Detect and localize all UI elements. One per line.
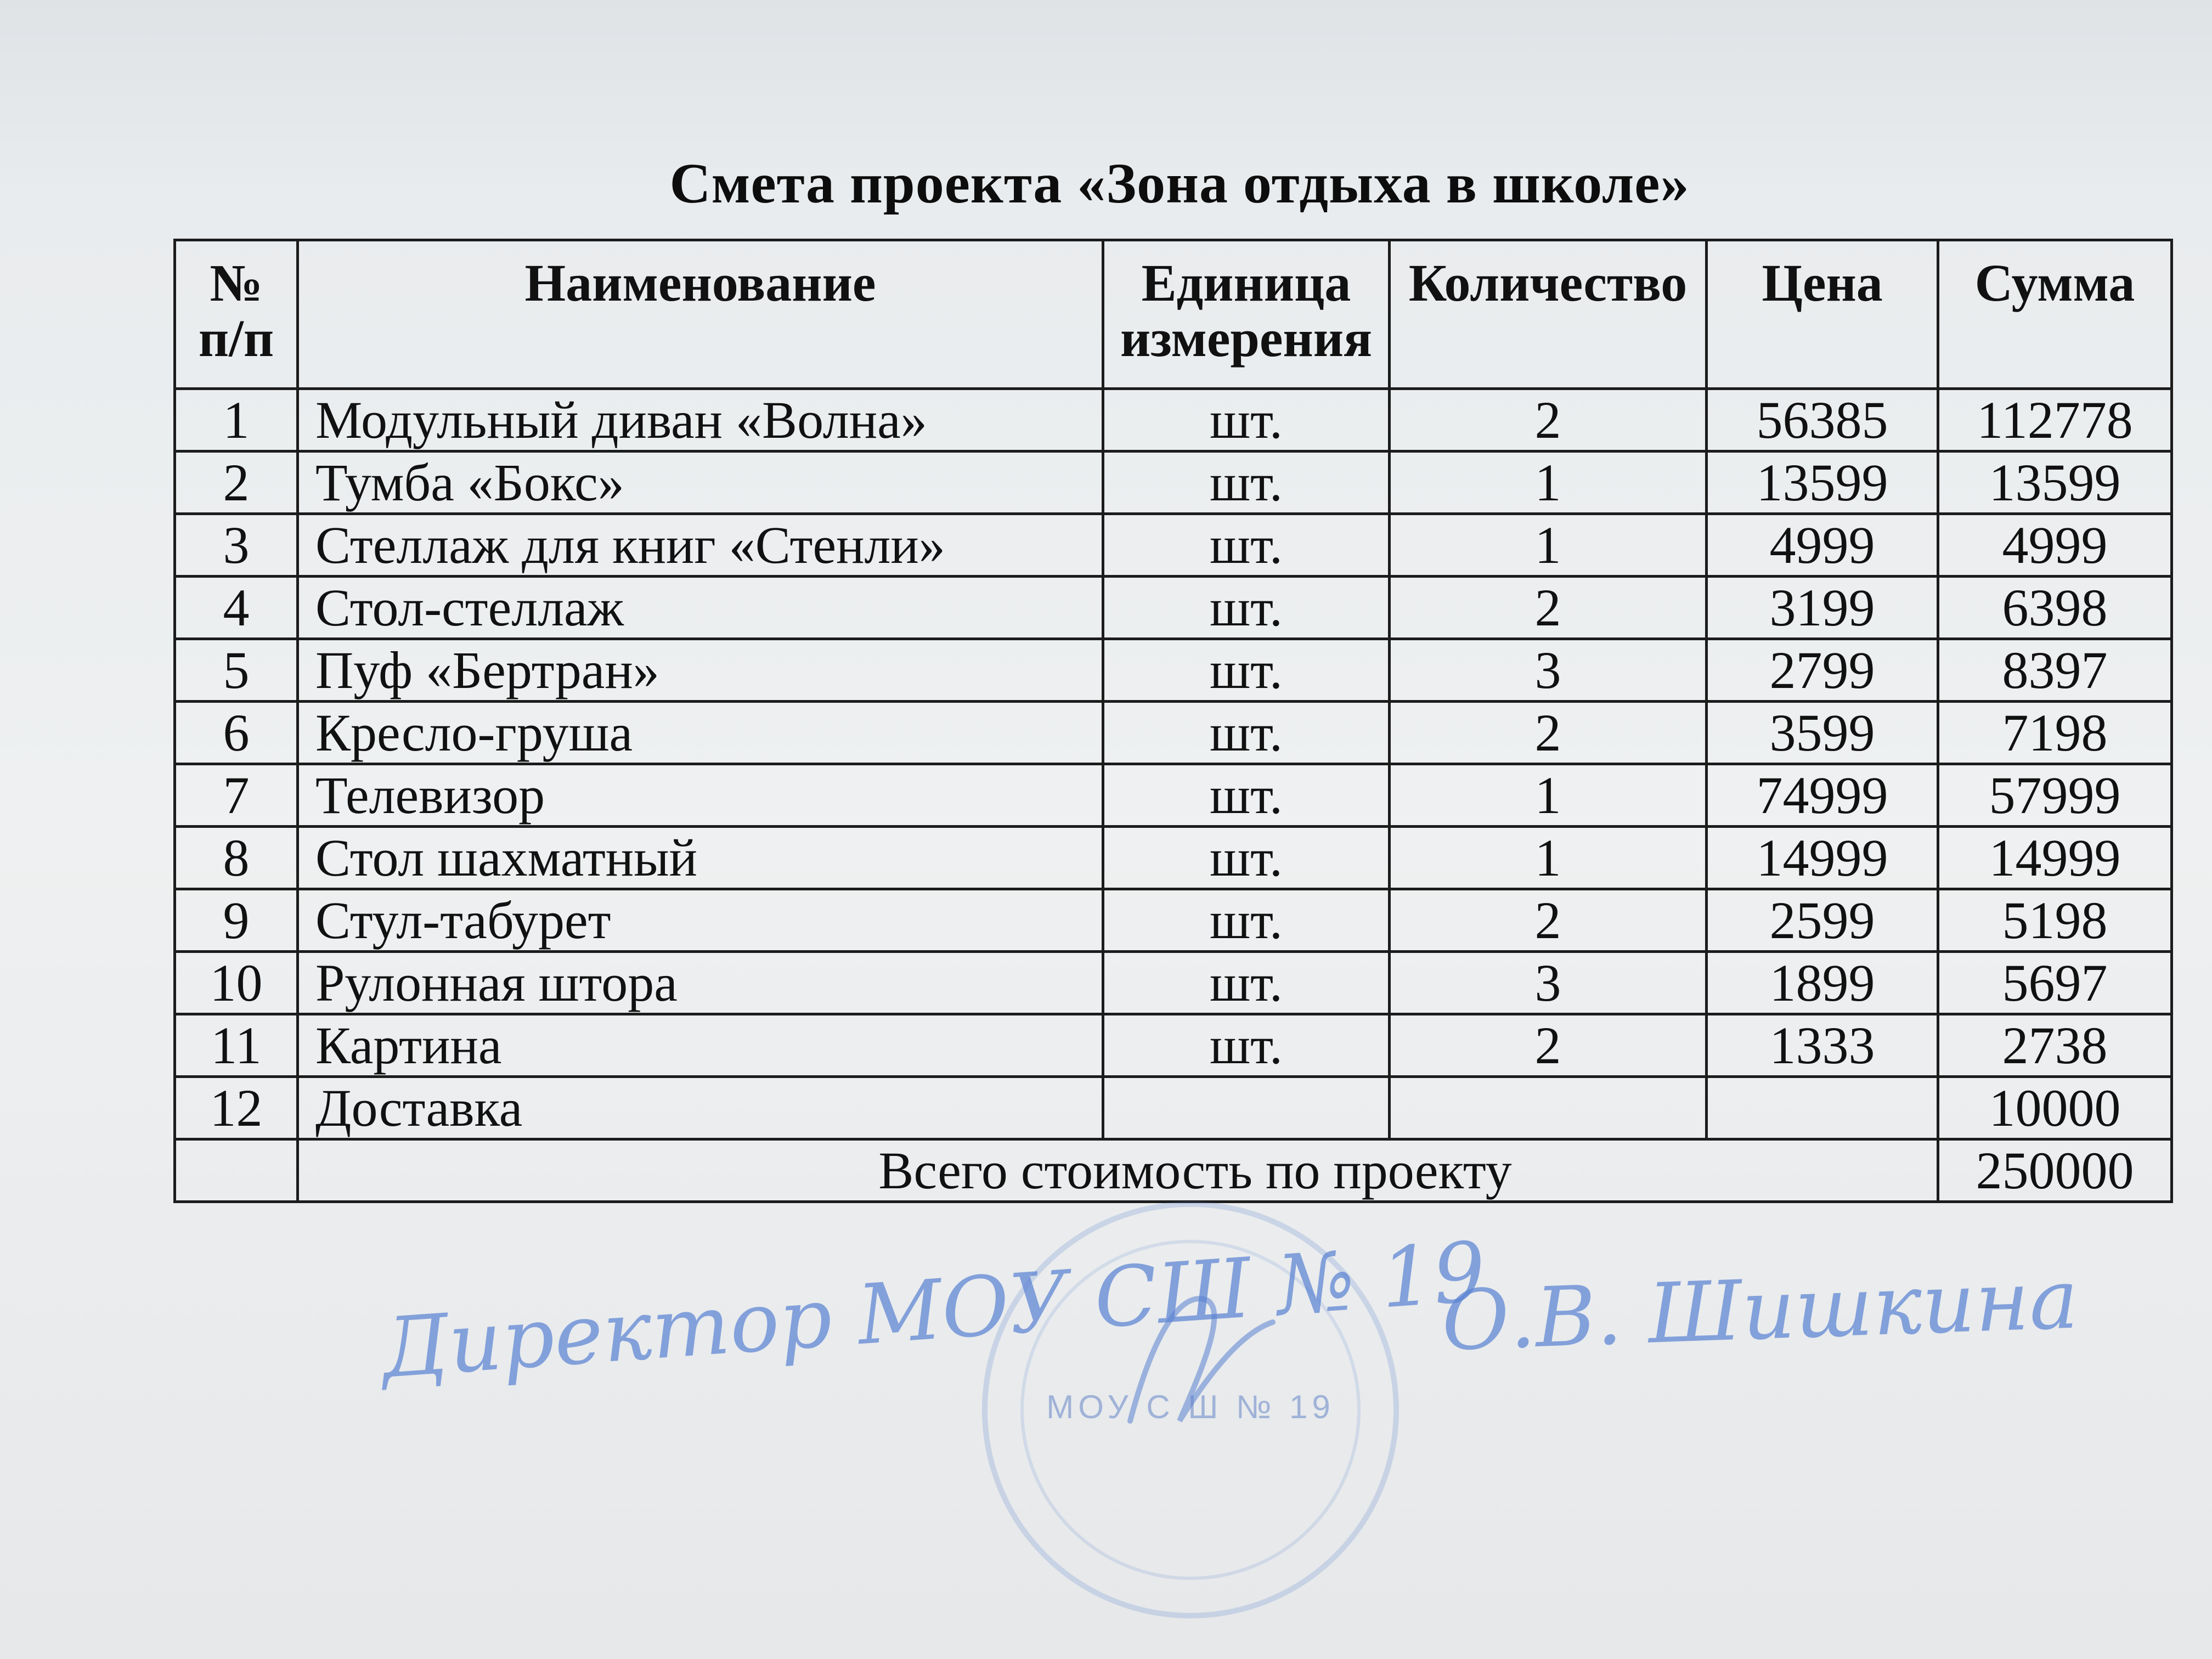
table-row bbox=[175, 639, 2172, 702]
row-price: 4999 bbox=[1707, 514, 1938, 577]
table-row bbox=[175, 1014, 2172, 1077]
row-quantity: 2 bbox=[1390, 702, 1707, 764]
row-sum: 112778 bbox=[1938, 389, 2172, 452]
row-name: Рулонная штора bbox=[298, 952, 1103, 1014]
row-price bbox=[1707, 1077, 1938, 1139]
table-row bbox=[175, 952, 2172, 1014]
row-price: 2799 bbox=[1707, 639, 1938, 702]
total-label: Всего стоимость по проекту bbox=[298, 1139, 1938, 1202]
row-sum: 57999 bbox=[1938, 764, 2172, 827]
row-sum: 8397 bbox=[1938, 639, 2172, 702]
row-name: Кресло-груша bbox=[298, 702, 1103, 764]
row-number: 8 bbox=[175, 827, 298, 889]
row-price: 13599 bbox=[1707, 452, 1938, 514]
signature-left-text: Директор МОУ СШ № 19 bbox=[379, 1224, 1489, 1397]
table-row bbox=[175, 452, 2172, 514]
header-number bbox=[175, 240, 298, 389]
row-number: 3 bbox=[175, 514, 298, 577]
row-name: Тумба «Бокс» bbox=[298, 452, 1103, 514]
table-row bbox=[175, 764, 2172, 827]
row-number: 1 bbox=[175, 389, 298, 452]
row-unit: шт. bbox=[1103, 827, 1390, 889]
row-sum: 2738 bbox=[1938, 1014, 2172, 1077]
row-quantity: 2 bbox=[1390, 889, 1707, 952]
row-number: 12 bbox=[175, 1077, 298, 1139]
row-quantity: 2 bbox=[1390, 577, 1707, 639]
total-value: 250000 bbox=[1938, 1139, 2172, 1202]
row-sum: 5198 bbox=[1938, 889, 2172, 952]
row-number: 9 bbox=[175, 889, 298, 952]
table-row bbox=[175, 827, 2172, 889]
row-price: 14999 bbox=[1707, 827, 1938, 889]
row-quantity bbox=[1390, 1077, 1707, 1139]
row-unit: шт. bbox=[1103, 452, 1390, 514]
row-price: 56385 bbox=[1707, 389, 1938, 452]
table-row bbox=[175, 889, 2172, 952]
row-unit: шт. bbox=[1103, 577, 1390, 639]
row-price: 3599 bbox=[1707, 702, 1938, 764]
row-unit: шт. bbox=[1103, 389, 1390, 452]
total-empty-cell bbox=[175, 1139, 298, 1202]
row-sum: 10000 bbox=[1938, 1077, 2172, 1139]
row-price: 3199 bbox=[1707, 577, 1938, 639]
row-price: 2599 bbox=[1707, 889, 1938, 952]
row-name: Картина bbox=[298, 1014, 1103, 1077]
estimate-table bbox=[173, 239, 2173, 1203]
row-name: Стол шахматный bbox=[298, 827, 1103, 889]
row-unit: шт. bbox=[1103, 702, 1390, 764]
seal-text: МОУ С Ш № 19 bbox=[1046, 1389, 1335, 1425]
table-row bbox=[175, 577, 2172, 639]
header-price: Цена bbox=[1707, 240, 1938, 389]
row-quantity: 3 bbox=[1390, 952, 1707, 1014]
row-unit: шт. bbox=[1103, 889, 1390, 952]
row-number: 6 bbox=[175, 702, 298, 764]
row-number: 5 bbox=[175, 639, 298, 702]
header-unit-line2: измерения bbox=[1120, 308, 1373, 368]
row-quantity: 2 bbox=[1390, 1014, 1707, 1077]
row-number: 4 bbox=[175, 577, 298, 639]
row-price: 74999 bbox=[1707, 764, 1938, 827]
header-number-line2: п/п bbox=[198, 308, 274, 368]
table-row bbox=[175, 702, 2172, 764]
row-sum: 5697 bbox=[1938, 952, 2172, 1014]
row-unit: шт. bbox=[1103, 764, 1390, 827]
header-sum: Сумма bbox=[1938, 240, 2172, 389]
row-unit: шт. bbox=[1103, 639, 1390, 702]
row-sum: 4999 bbox=[1938, 514, 2172, 577]
row-name: Стул-табурет bbox=[298, 889, 1103, 952]
row-quantity: 1 bbox=[1390, 452, 1707, 514]
row-unit: шт. bbox=[1103, 1014, 1390, 1077]
header-number-line1: № bbox=[210, 253, 263, 312]
row-name: Модульный диван «Волна» bbox=[298, 389, 1103, 452]
row-sum: 13599 bbox=[1938, 452, 2172, 514]
row-sum: 7198 bbox=[1938, 702, 2172, 764]
row-name: Стеллаж для книг «Стенли» bbox=[298, 514, 1103, 577]
row-number: 11 bbox=[175, 1014, 298, 1077]
row-sum: 6398 bbox=[1938, 577, 2172, 639]
row-name: Пуф «Бертран» bbox=[298, 639, 1103, 702]
header-unit-line1: Единица bbox=[1141, 253, 1351, 312]
row-price: 1333 bbox=[1707, 1014, 1938, 1077]
header-quantity: Количество bbox=[1390, 240, 1707, 389]
signature-block bbox=[373, 1224, 2080, 1470]
row-price: 1899 bbox=[1707, 952, 1938, 1014]
row-unit bbox=[1103, 1077, 1390, 1139]
row-name: Стол-стеллаж bbox=[298, 577, 1103, 639]
row-quantity: 2 bbox=[1390, 389, 1707, 452]
row-unit: шт. bbox=[1103, 952, 1390, 1014]
header-unit bbox=[1103, 240, 1390, 389]
total-row bbox=[175, 1139, 2172, 1202]
table-header-row bbox=[175, 240, 2172, 389]
signature-right-text: О.В. Шишкина bbox=[1440, 1251, 2080, 1369]
row-name: Телевизор bbox=[298, 764, 1103, 827]
row-number: 10 bbox=[175, 952, 298, 1014]
table-row bbox=[175, 389, 2172, 452]
row-quantity: 1 bbox=[1390, 764, 1707, 827]
table-row bbox=[175, 1077, 2172, 1139]
row-quantity: 3 bbox=[1390, 639, 1707, 702]
row-name: Доставка bbox=[298, 1077, 1103, 1139]
table-row bbox=[175, 514, 2172, 577]
header-name: Наименование bbox=[298, 240, 1103, 389]
row-number: 7 bbox=[175, 764, 298, 827]
row-sum: 14999 bbox=[1938, 827, 2172, 889]
row-quantity: 1 bbox=[1390, 514, 1707, 577]
row-unit: шт. bbox=[1103, 514, 1390, 577]
row-quantity: 1 bbox=[1390, 827, 1707, 889]
row-number: 2 bbox=[175, 452, 298, 514]
document-title: Смета проекта «Зона отдыха в школе» bbox=[669, 152, 1690, 215]
